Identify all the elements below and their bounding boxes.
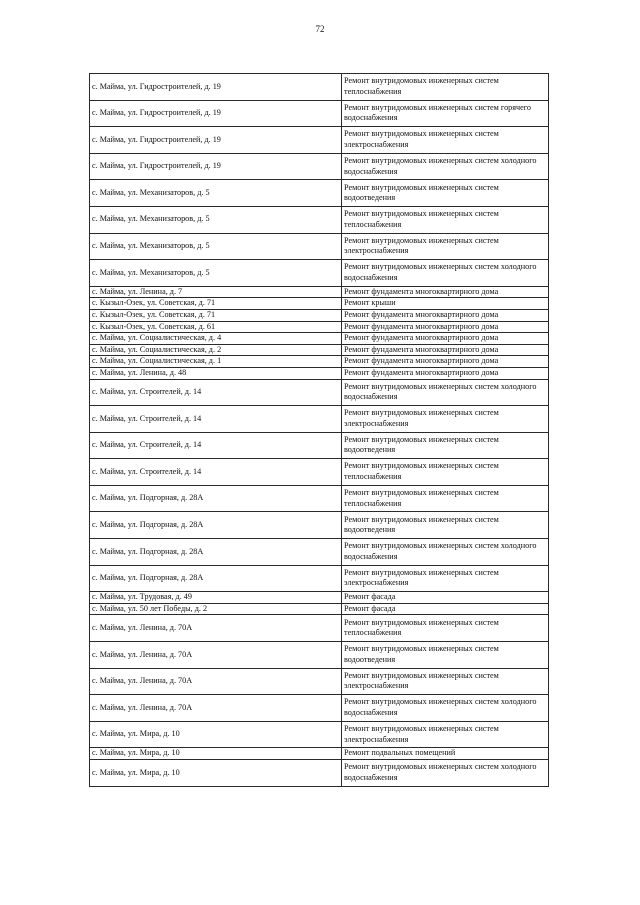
address-cell: с. Майма, ул. Строителей, д. 14 — [90, 459, 342, 486]
address-cell: с. Майма, ул. Ленина, д. 48 — [90, 367, 342, 379]
table-row — [90, 180, 549, 207]
address-cell: с. Майма, ул. Ленина, д. 7 — [90, 286, 342, 298]
address-cell: с. Майма, ул. Социалистическая, д. 4 — [90, 333, 342, 345]
table-row — [90, 615, 549, 642]
address-cell: с. Майма, ул. Ленина, д. 70А — [90, 695, 342, 722]
address-cell: с. Майма, ул. Механизаторов, д. 5 — [90, 206, 342, 233]
table-row — [90, 695, 549, 722]
work-type-cell: Ремонт внутридомовых инженерных систем холодного водоснабжения — [342, 153, 549, 180]
address-cell: с. Майма, ул. Ленина, д. 70А — [90, 642, 342, 669]
table-row — [90, 459, 549, 486]
work-type-cell: Ремонт внутридомовых инженерных систем водоотведения — [342, 512, 549, 539]
address-cell: с. Майма, ул. Социалистическая, д. 1 — [90, 356, 342, 368]
table-row — [90, 333, 549, 345]
address-cell: с. Майма, ул. Строителей, д. 14 — [90, 379, 342, 406]
work-type-cell: Ремонт внутридомовых инженерных систем холодного водоснабжения — [342, 379, 549, 406]
address-cell: с. Майма, ул. Строителей, д. 14 — [90, 432, 342, 459]
work-type-cell: Ремонт внутридомовых инженерных систем теплоснабжения — [342, 206, 549, 233]
table-row — [90, 603, 549, 615]
work-type-cell: Ремонт внутридомовых инженерных систем водоотведения — [342, 642, 549, 669]
work-type-cell: Ремонт подвальных помещений — [342, 748, 549, 760]
table-row — [90, 565, 549, 592]
table-row — [90, 233, 549, 260]
work-type-cell: Ремонт внутридомовых инженерных систем электроснабжения — [342, 721, 549, 748]
work-type-cell: Ремонт фундамента многоквартирного дома — [342, 321, 549, 333]
table-row — [90, 100, 549, 127]
address-cell: с. Майма, ул. Гидростроителей, д. 19 — [90, 153, 342, 180]
work-type-cell: Ремонт внутридомовых инженерных систем теплоснабжения — [342, 74, 549, 101]
work-type-cell: Ремонт внутридомовых инженерных систем электроснабжения — [342, 406, 549, 433]
work-type-cell: Ремонт внутридомовых инженерных систем холодного водоснабжения — [342, 539, 549, 566]
work-type-cell: Ремонт фундамента многоквартирного дома — [342, 344, 549, 356]
work-type-cell: Ремонт фундамента многоквартирного дома — [342, 367, 549, 379]
address-cell: с. Кызыл-Озек, ул. Советская, д. 71 — [90, 298, 342, 310]
table-row — [90, 760, 549, 787]
table-row — [90, 512, 549, 539]
table-row — [90, 432, 549, 459]
work-type-cell: Ремонт внутридомовых инженерных систем горячего водоснабжения — [342, 100, 549, 127]
address-cell: с. Майма, ул. Строителей, д. 14 — [90, 406, 342, 433]
address-cell: с. Майма, ул. Ленина, д. 70А — [90, 615, 342, 642]
table-row — [90, 406, 549, 433]
work-type-cell: Ремонт внутридомовых инженерных систем холодного водоснабжения — [342, 695, 549, 722]
work-type-cell: Ремонт внутридомовых инженерных систем холодного водоснабжения — [342, 260, 549, 287]
table-row — [90, 367, 549, 379]
address-cell: с. Кызыл-Озек, ул. Советская, д. 71 — [90, 309, 342, 321]
table-row — [90, 356, 549, 368]
table-row — [90, 206, 549, 233]
address-cell: с. Майма, ул. Трудовая, д. 49 — [90, 592, 342, 604]
work-type-cell: Ремонт фундамента многоквартирного дома — [342, 356, 549, 368]
address-cell: с. Майма, ул. Гидростроителей, д. 19 — [90, 74, 342, 101]
address-cell: с. Майма, ул. Механизаторов, д. 5 — [90, 180, 342, 207]
address-cell: с. Майма, ул. Ленина, д. 70А — [90, 668, 342, 695]
address-cell: с. Майма, ул. Подгорная, д. 28А — [90, 485, 342, 512]
table-row — [90, 344, 549, 356]
work-type-cell: Ремонт внутридомовых инженерных систем водоотведения — [342, 432, 549, 459]
table-row — [90, 153, 549, 180]
table-row — [90, 748, 549, 760]
work-type-cell: Ремонт фундамента многоквартирного дома — [342, 286, 549, 298]
work-type-cell: Ремонт внутридомовых инженерных систем электроснабжения — [342, 565, 549, 592]
table-row — [90, 127, 549, 154]
address-cell: с. Майма, ул. Мира, д. 10 — [90, 748, 342, 760]
work-type-cell: Ремонт внутридомовых инженерных систем теплоснабжения — [342, 459, 549, 486]
repair-works-table — [89, 73, 549, 787]
work-type-cell: Ремонт фасада — [342, 592, 549, 604]
address-cell: с. Майма, ул. Мира, д. 10 — [90, 760, 342, 787]
table-row — [90, 298, 549, 310]
work-type-cell: Ремонт внутридомовых инженерных систем теплоснабжения — [342, 485, 549, 512]
address-cell: с. Кызыл-Озек, ул. Советская, д. 61 — [90, 321, 342, 333]
address-cell: с. Майма, ул. Гидростроителей, д. 19 — [90, 127, 342, 154]
work-type-cell: Ремонт фундамента многоквартирного дома — [342, 333, 549, 345]
table-row — [90, 592, 549, 604]
page-number: 72 — [315, 24, 325, 34]
address-cell: с. Майма, ул. Механизаторов, д. 5 — [90, 233, 342, 260]
table-row — [90, 260, 549, 287]
table-row — [90, 286, 549, 298]
address-cell: с. Майма, ул. Механизаторов, д. 5 — [90, 260, 342, 287]
table-row — [90, 721, 549, 748]
work-type-cell: Ремонт внутридомовых инженерных систем электроснабжения — [342, 127, 549, 154]
table-row — [90, 642, 549, 669]
address-cell: с. Майма, ул. Мира, д. 10 — [90, 721, 342, 748]
table-row — [90, 668, 549, 695]
table-row — [90, 379, 549, 406]
work-type-cell: Ремонт внутридомовых инженерных систем холодного водоснабжения — [342, 760, 549, 787]
table-row — [90, 539, 549, 566]
work-type-cell: Ремонт внутридомовых инженерных систем теплоснабжения — [342, 615, 549, 642]
work-type-cell: Ремонт крыши — [342, 298, 549, 310]
address-cell: с. Майма, ул. Подгорная, д. 28А — [90, 539, 342, 566]
work-type-cell: Ремонт внутридомовых инженерных систем водоотведения — [342, 180, 549, 207]
table-row — [90, 321, 549, 333]
table-row — [90, 485, 549, 512]
address-cell: с. Майма, ул. 50 лет Победы, д. 2 — [90, 603, 342, 615]
table-row — [90, 74, 549, 101]
work-type-cell: Ремонт фасада — [342, 603, 549, 615]
work-type-cell: Ремонт внутридомовых инженерных систем электроснабжения — [342, 668, 549, 695]
address-cell: с. Майма, ул. Подгорная, д. 28А — [90, 565, 342, 592]
work-type-cell: Ремонт внутридомовых инженерных систем электроснабжения — [342, 233, 549, 260]
work-type-cell: Ремонт фундамента многоквартирного дома — [342, 309, 549, 321]
table-row — [90, 309, 549, 321]
address-cell: с. Майма, ул. Гидростроителей, д. 19 — [90, 100, 342, 127]
address-cell: с. Майма, ул. Социалистическая, д. 2 — [90, 344, 342, 356]
address-cell: с. Майма, ул. Подгорная, д. 28А — [90, 512, 342, 539]
